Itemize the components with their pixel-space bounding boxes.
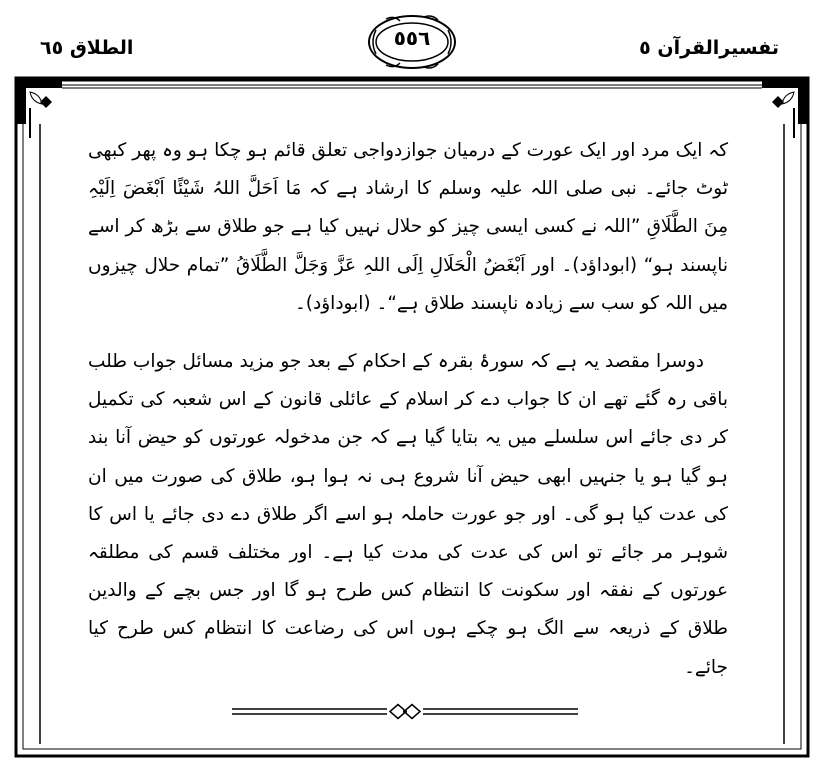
body-text: [88, 132, 728, 687]
paragraph-2: دوسرا مقصد یہ ہے کہ سورۂ بقرہ کے احکام کے بعد جو مزید مسائل جواب طلب باقی رہ گئے تھے ان کا جواب دے کر اسلام کے عائلی قانون کے اس شعبہ کی تکمیل کر دی جائے اس سلسلے میں یہ بتایا گیا ہے کہ جن مدخولہ عورتوں کو حیض آنا بند ہو گیا ہو یا جنہیں ابھی حیض آنا شروع ہی نہ ہوا ہو، طلاق کی صورت میں ان کی عدت کیا ہو گی۔ اور جو عورت حاملہ ہو اسے اگر طلاق دے دی جائے یا اس کا شوہر مر جائے تو اس کی عدت کی مدت کیا ہے۔ اور مختلف قسم کی مطلقہ عورتوں کے نفقہ اور سکونت کا انتظام کس طرح ہو گا اور جس بچے کے والدین طلاق کے ذریعہ سے الگ ہو چکے ہوں اس کی رضاعت کا انتظام کس طرح کیا جائے۔: [88, 351, 728, 678]
surah-label: الطلاق ٦٥: [40, 37, 134, 59]
page-number: ٥٥٦: [393, 26, 431, 50]
decorative-divider: [232, 702, 578, 722]
book-title: تفسیرالقرآن ٥: [639, 37, 779, 59]
paragraph-1: کہ ایک مرد اور ایک عورت کے درمیان جوازدواجی تعلق قائم ہو چکا ہو وہ پھر کبھی ٹوٹ جائے۔ نبی صلی اللہ علیہ وسلم کا ارشاد ہے کہ مَا اَحَلَّ اللہُ شَیْئًا اَبْغَضَ اِلَیْہِ مِنَ الطَّلَاقِ ”اللہ نے کسی ایسی چیز کو حلال نہیں کیا ہے جو طلاق سے بڑھ کر اسے ناپسند ہو“ (ابوداؤد)۔ اور اَبْغَضُ الْحَلَالِ اِلَی اللہِ عَزَّ وَجَلَّ الطَّلَاقُ ”تمام حلال چیزوں میں اللہ کو سب سے زیادہ ناپسند طلاق ہے“۔ (ابوداؤد)۔: [88, 140, 728, 314]
page-number-badge: [366, 12, 458, 72]
